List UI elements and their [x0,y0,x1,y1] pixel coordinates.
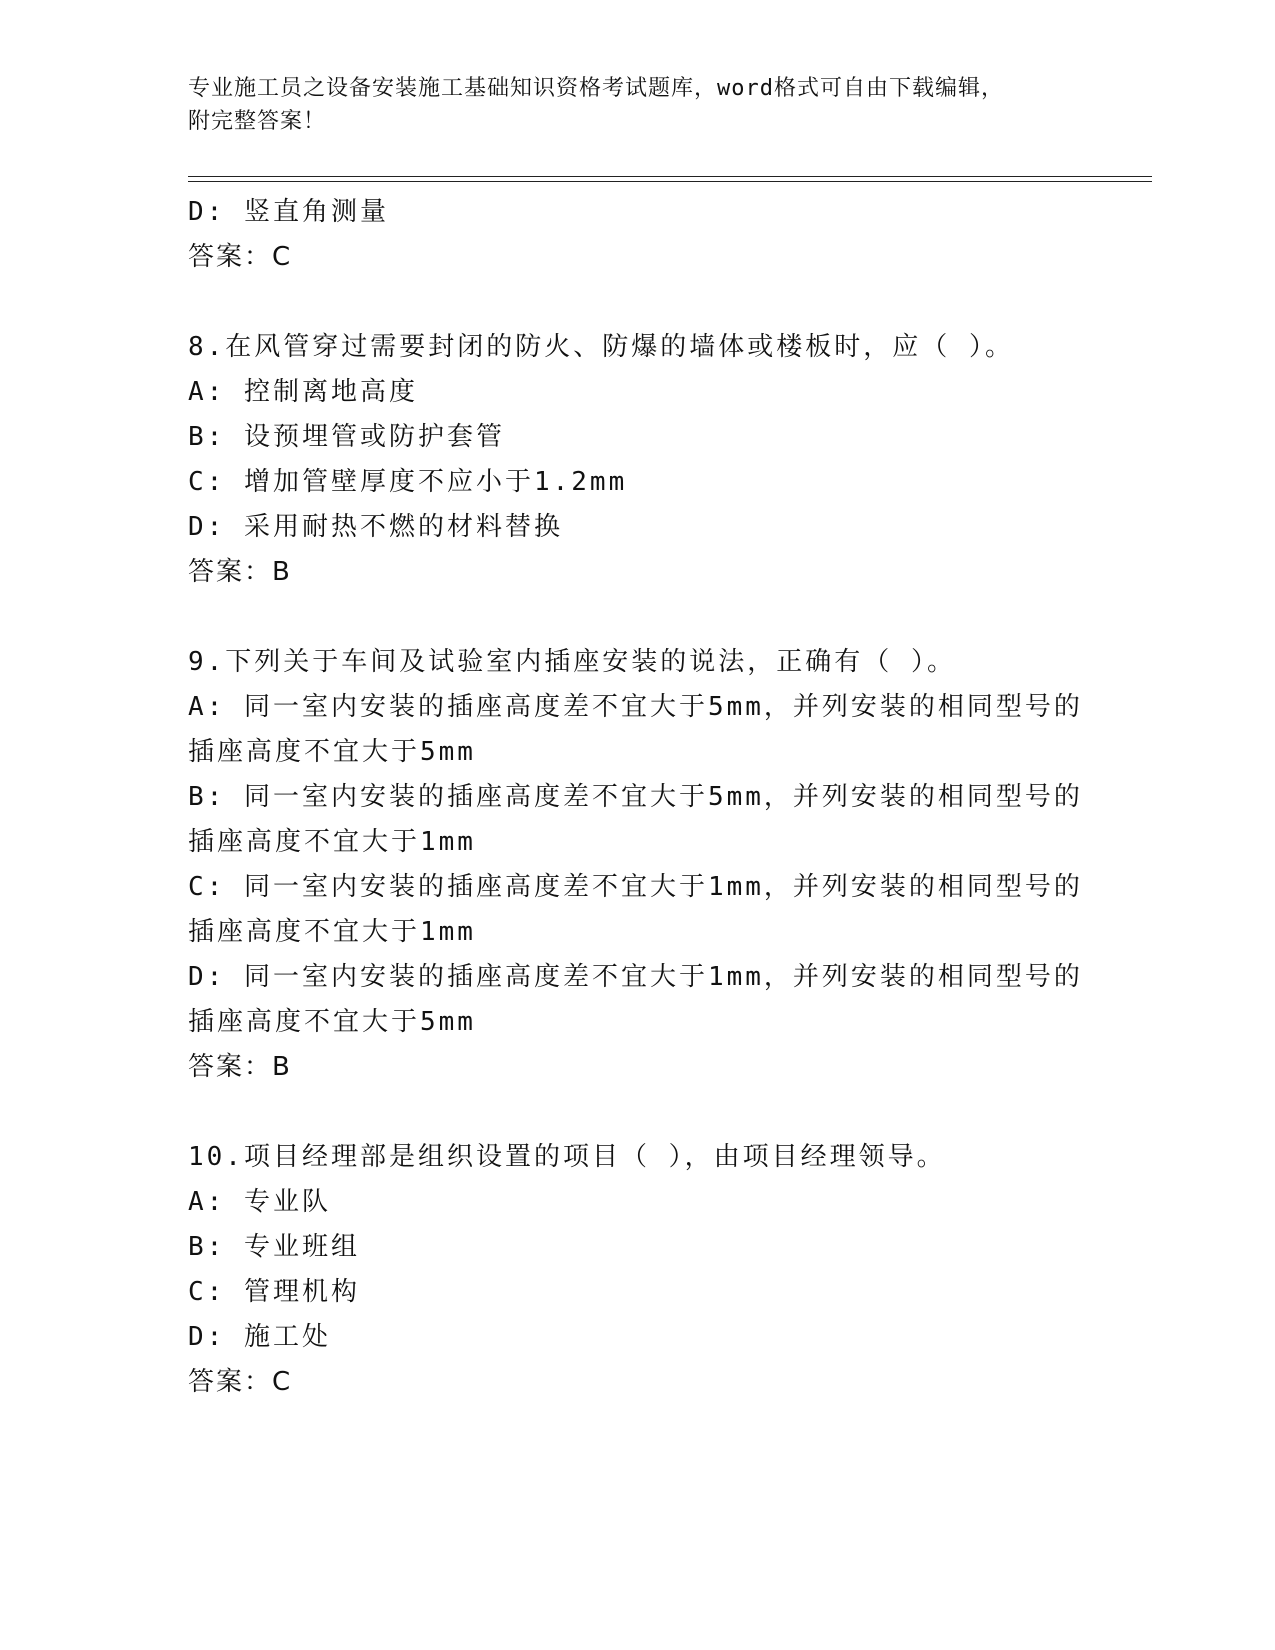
spacer [188,280,1088,325]
q9-option-b-line-2: 插座高度不宜大于1mm [188,827,476,857]
q8-option-a: A: 控制离地高度 [188,377,418,407]
q7-option-d: D: 竖直角测量 [188,197,389,227]
header-divider-top [188,176,1152,177]
header-title-line-2: 附完整答案！ [188,109,327,134]
q9-option-c-line-1: C: 同一室内安装的插座高度差不宜大于1mm，并列安装的相同型号的 [188,872,1083,902]
q10-option-b: B: 专业班组 [188,1232,360,1262]
spacer [188,595,1088,640]
header-divider-bottom [188,181,1152,182]
question-7-tail [188,190,1088,280]
q9-option-c-line-2: 插座高度不宜大于1mm [188,917,476,947]
q8-option-b: B: 设预埋管或防护套管 [188,422,505,452]
q10-stem: 10.项目经理部是组织设置的项目（ ），由项目经理领导。 [188,1142,946,1172]
q10-option-a: A: 专业队 [188,1187,331,1217]
question-list [188,190,1088,1405]
page-header [188,72,1068,138]
q10-option-d: D: 施工处 [188,1322,331,1352]
question-9 [188,640,1088,1090]
q9-option-d-line-2: 插座高度不宜大于5mm [188,1007,476,1037]
q7-answer: 答案：C [188,242,293,272]
header-title-line-1: 专业施工员之设备安装施工基础知识资格考试题库，word格式可自由下载编辑， [188,76,1004,101]
q8-option-c: C: 增加管壁厚度不应小于1.2mm [188,467,628,497]
q8-option-d: D: 采用耐热不燃的材料替换 [188,512,563,542]
spacer [188,1090,1088,1135]
q9-stem: 9.下列关于车间及试验室内插座安装的说法，正确有（ ）。 [188,647,956,677]
q9-option-a-line-2: 插座高度不宜大于5mm [188,737,476,767]
q9-option-d-line-1: D: 同一室内安装的插座高度差不宜大于1mm，并列安装的相同型号的 [188,962,1083,992]
q9-option-b-line-1: B: 同一室内安装的插座高度差不宜大于5mm，并列安装的相同型号的 [188,782,1083,812]
question-10 [188,1135,1088,1405]
q10-answer: 答案：C [188,1367,293,1397]
q8-stem: 8.在风管穿过需要封闭的防火、防爆的墙体或楼板时，应（ ）。 [188,332,1014,362]
q9-option-a-line-1: A: 同一室内安装的插座高度差不宜大于5mm，并列安装的相同型号的 [188,692,1083,722]
q9-answer: 答案：B [188,1052,292,1082]
question-8 [188,325,1088,595]
q10-option-c: C: 管理机构 [188,1277,360,1307]
q8-answer: 答案：B [188,557,292,587]
